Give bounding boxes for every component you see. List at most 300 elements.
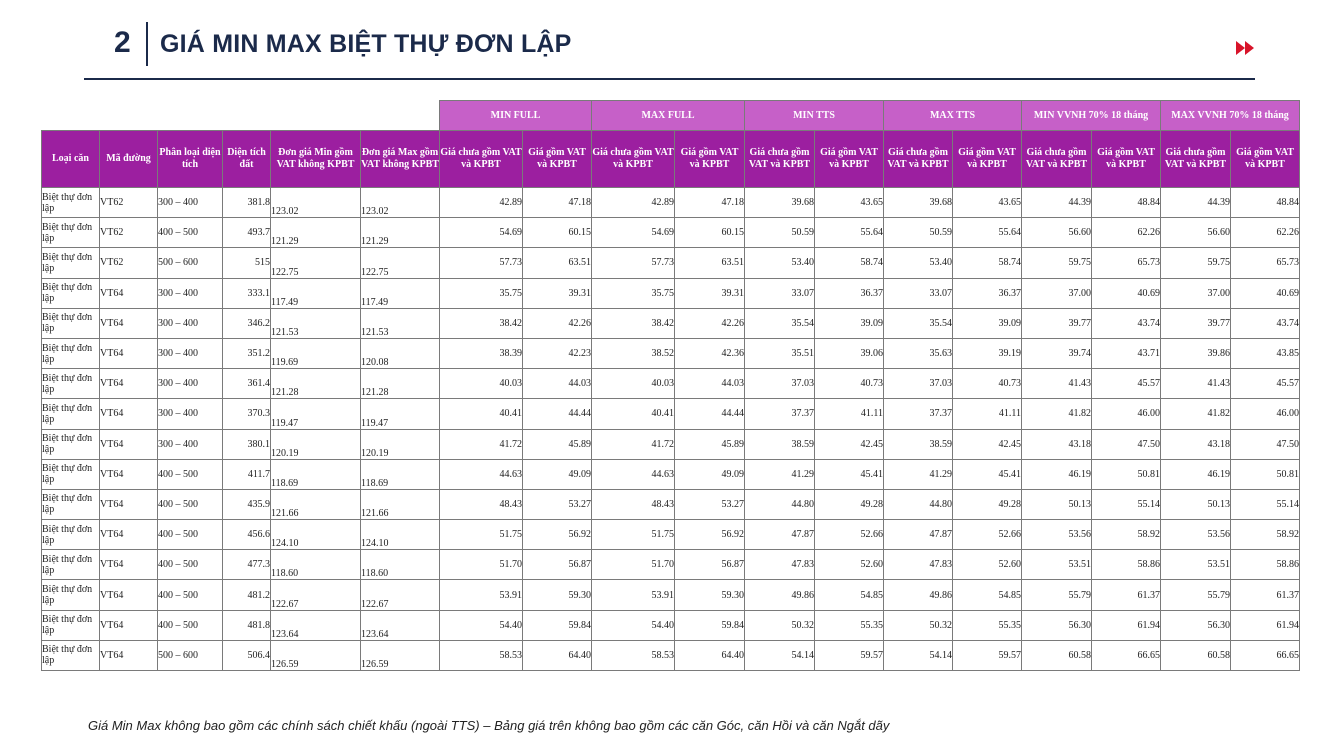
cell-type: Biệt thự đơn lập: [42, 429, 100, 459]
cell-price: 44.44: [675, 399, 745, 429]
cell-price: 54.69: [592, 218, 675, 248]
cell-price: 39.68: [745, 188, 815, 218]
cell-price: 47.87: [884, 520, 953, 550]
cell-price: 42.45: [953, 429, 1022, 459]
cell-price: 53.91: [592, 580, 675, 610]
double-chevron-right-icon[interactable]: [1236, 41, 1254, 55]
cell-code: VT64: [100, 610, 158, 640]
cell-category: 400 – 500: [158, 520, 223, 550]
cell-price: 59.57: [953, 640, 1022, 670]
cell-unit-min: 121.28: [271, 369, 361, 399]
cell-area: 361.4: [223, 369, 271, 399]
cell-price: 46.19: [1022, 459, 1092, 489]
cell-category: 300 – 400: [158, 399, 223, 429]
cell-price: 41.72: [440, 429, 523, 459]
cell-price: 55.64: [953, 218, 1022, 248]
cell-type: Biệt thự đơn lập: [42, 640, 100, 670]
cell-type: Biệt thự đơn lập: [42, 399, 100, 429]
cell-price: 44.03: [675, 369, 745, 399]
cell-price: 55.14: [1231, 489, 1300, 519]
cell-price: 59.30: [675, 580, 745, 610]
cell-unit-min: 123.64: [271, 610, 361, 640]
group-header-min-tts: MIN TTS: [745, 101, 884, 131]
cell-price: 53.51: [1161, 550, 1231, 580]
cell-price: 41.82: [1022, 399, 1092, 429]
cell-unit-min: 118.60: [271, 550, 361, 580]
cell-price: 36.37: [815, 278, 884, 308]
cell-price: 44.44: [523, 399, 592, 429]
cell-price: 50.32: [745, 610, 815, 640]
page-title: GIÁ MIN MAX BIỆT THỰ ĐƠN LẬP: [160, 30, 572, 58]
cell-category: 300 – 400: [158, 308, 223, 338]
table-row: [42, 218, 1300, 248]
cell-price: 58.86: [1092, 550, 1161, 580]
cell-category: 400 – 500: [158, 610, 223, 640]
cell-price: 41.72: [592, 429, 675, 459]
cell-price: 43.74: [1092, 308, 1161, 338]
cell-price: 59.30: [523, 580, 592, 610]
cell-price: 58.53: [440, 640, 523, 670]
cell-price: 41.11: [953, 399, 1022, 429]
cell-price: 66.65: [1231, 640, 1300, 670]
header-underline: [84, 78, 1255, 80]
group-header-max-tts: MAX TTS: [884, 101, 1022, 131]
cell-price: 40.73: [953, 369, 1022, 399]
cell-unit-min: 121.66: [271, 489, 361, 519]
col-header-incl: Giá gồm VAT và KPBT: [523, 131, 592, 188]
cell-price: 52.66: [953, 520, 1022, 550]
cell-type: Biệt thự đơn lập: [42, 520, 100, 550]
column-header-row: [42, 131, 1300, 188]
cell-price: 53.56: [1161, 520, 1231, 550]
cell-price: 55.79: [1161, 580, 1231, 610]
cell-price: 40.41: [592, 399, 675, 429]
table-row: [42, 369, 1300, 399]
cell-unit-min: 121.53: [271, 308, 361, 338]
cell-price: 39.31: [523, 278, 592, 308]
cell-code: VT64: [100, 429, 158, 459]
cell-price: 63.51: [675, 248, 745, 278]
cell-type: Biệt thự đơn lập: [42, 610, 100, 640]
cell-unit-min: 126.59: [271, 640, 361, 670]
cell-code: VT64: [100, 489, 158, 519]
cell-price: 53.51: [1022, 550, 1092, 580]
cell-price: 44.80: [884, 489, 953, 519]
cell-price: 51.70: [592, 550, 675, 580]
cell-type: Biệt thự đơn lập: [42, 489, 100, 519]
cell-price: 43.71: [1092, 338, 1161, 368]
col-header-excl: Giá chưa gồm VAT và KPBT: [745, 131, 815, 188]
cell-type: Biệt thự đơn lập: [42, 248, 100, 278]
cell-price: 57.73: [440, 248, 523, 278]
cell-price: 48.43: [440, 489, 523, 519]
cell-category: 300 – 400: [158, 278, 223, 308]
cell-price: 53.27: [523, 489, 592, 519]
cell-type: Biệt thự đơn lập: [42, 278, 100, 308]
cell-type: Biệt thự đơn lập: [42, 550, 100, 580]
cell-price: 48.43: [592, 489, 675, 519]
cell-price: 42.26: [523, 308, 592, 338]
cell-category: 300 – 400: [158, 369, 223, 399]
cell-price: 43.74: [1231, 308, 1300, 338]
cell-price: 53.40: [745, 248, 815, 278]
cell-unit-max: 120.19: [361, 429, 440, 459]
cell-price: 38.59: [884, 429, 953, 459]
table-row: [42, 459, 1300, 489]
col-header-code: Mã đường: [100, 131, 158, 188]
cell-area: 346.2: [223, 308, 271, 338]
cell-price: 47.87: [745, 520, 815, 550]
cell-unit-max: 118.69: [361, 459, 440, 489]
cell-price: 39.77: [1161, 308, 1231, 338]
cell-price: 44.80: [745, 489, 815, 519]
cell-price: 40.69: [1231, 278, 1300, 308]
cell-price: 61.37: [1231, 580, 1300, 610]
col-header-unit-min: Đơn giá Min gồm VAT không KPBT: [271, 131, 361, 188]
cell-unit-max: 124.10: [361, 520, 440, 550]
table-body: [42, 188, 1300, 671]
cell-price: 35.75: [592, 278, 675, 308]
cell-price: 35.51: [745, 338, 815, 368]
cell-code: VT64: [100, 338, 158, 368]
cell-price: 49.09: [675, 459, 745, 489]
table-row: [42, 489, 1300, 519]
cell-code: VT64: [100, 369, 158, 399]
cell-price: 54.14: [745, 640, 815, 670]
cell-price: 50.81: [1092, 459, 1161, 489]
cell-area: 481.2: [223, 580, 271, 610]
cell-price: 38.52: [592, 338, 675, 368]
cell-price: 35.54: [884, 308, 953, 338]
cell-price: 45.89: [675, 429, 745, 459]
cell-price: 39.06: [815, 338, 884, 368]
cell-price: 42.89: [592, 188, 675, 218]
price-table: [41, 100, 1300, 671]
cell-price: 66.65: [1092, 640, 1161, 670]
cell-type: Biệt thự đơn lập: [42, 218, 100, 248]
cell-price: 58.92: [1092, 520, 1161, 550]
cell-area: 333.1: [223, 278, 271, 308]
cell-price: 49.28: [815, 489, 884, 519]
cell-price: 52.66: [815, 520, 884, 550]
cell-price: 49.09: [523, 459, 592, 489]
group-header-row: [42, 101, 1300, 131]
cell-price: 59.75: [1022, 248, 1092, 278]
cell-price: 54.69: [440, 218, 523, 248]
cell-price: 56.30: [1161, 610, 1231, 640]
cell-price: 59.75: [1161, 248, 1231, 278]
cell-price: 39.31: [675, 278, 745, 308]
cell-price: 44.39: [1022, 188, 1092, 218]
cell-price: 44.63: [440, 459, 523, 489]
cell-unit-max: 121.66: [361, 489, 440, 519]
cell-price: 37.00: [1022, 278, 1092, 308]
cell-price: 54.85: [953, 580, 1022, 610]
cell-price: 64.40: [523, 640, 592, 670]
cell-type: Biệt thự đơn lập: [42, 369, 100, 399]
cell-price: 55.35: [953, 610, 1022, 640]
table-row: [42, 308, 1300, 338]
cell-area: 515: [223, 248, 271, 278]
table-row: [42, 610, 1300, 640]
cell-price: 40.03: [440, 369, 523, 399]
cell-price: 33.07: [745, 278, 815, 308]
cell-type: Biệt thự đơn lập: [42, 459, 100, 489]
cell-price: 60.15: [523, 218, 592, 248]
col-header-unit-max: Đơn giá Max gồm VAT không KPBT: [361, 131, 440, 188]
cell-price: 47.50: [1231, 429, 1300, 459]
cell-price: 54.40: [592, 610, 675, 640]
cell-price: 46.00: [1231, 399, 1300, 429]
cell-unit-min: 120.19: [271, 429, 361, 459]
cell-unit-min: 119.69: [271, 338, 361, 368]
cell-price: 50.59: [884, 218, 953, 248]
cell-price: 53.56: [1022, 520, 1092, 550]
cell-category: 300 – 400: [158, 338, 223, 368]
cell-price: 48.84: [1231, 188, 1300, 218]
cell-price: 53.27: [675, 489, 745, 519]
cell-price: 41.82: [1161, 399, 1231, 429]
cell-category: 500 – 600: [158, 248, 223, 278]
cell-code: VT62: [100, 218, 158, 248]
cell-price: 39.09: [953, 308, 1022, 338]
cell-price: 58.74: [953, 248, 1022, 278]
table-row: [42, 580, 1300, 610]
cell-price: 38.42: [440, 308, 523, 338]
cell-category: 500 – 600: [158, 640, 223, 670]
cell-code: VT64: [100, 520, 158, 550]
cell-unit-min: 123.02: [271, 188, 361, 218]
table-row: [42, 338, 1300, 368]
cell-price: 55.14: [1092, 489, 1161, 519]
cell-price: 65.73: [1092, 248, 1161, 278]
col-header-excl: Giá chưa gồm VAT và KPBT: [1161, 131, 1231, 188]
cell-price: 54.14: [884, 640, 953, 670]
cell-price: 45.57: [1092, 369, 1161, 399]
cell-unit-max: 118.60: [361, 550, 440, 580]
table-row: [42, 429, 1300, 459]
cell-price: 39.68: [884, 188, 953, 218]
cell-price: 41.11: [815, 399, 884, 429]
cell-unit-min: 117.49: [271, 278, 361, 308]
cell-unit-max: 120.08: [361, 338, 440, 368]
cell-price: 63.51: [523, 248, 592, 278]
cell-price: 44.63: [592, 459, 675, 489]
cell-price: 61.37: [1092, 580, 1161, 610]
cell-price: 51.75: [440, 520, 523, 550]
cell-price: 39.77: [1022, 308, 1092, 338]
cell-price: 44.39: [1161, 188, 1231, 218]
cell-code: VT64: [100, 399, 158, 429]
cell-unit-max: 121.53: [361, 308, 440, 338]
cell-price: 41.29: [745, 459, 815, 489]
cell-code: VT64: [100, 640, 158, 670]
cell-unit-max: 121.29: [361, 218, 440, 248]
col-header-incl: Giá gồm VAT và KPBT: [675, 131, 745, 188]
cell-code: VT64: [100, 308, 158, 338]
col-header-incl: Giá gồm VAT và KPBT: [1092, 131, 1161, 188]
section-number: 2: [114, 26, 131, 59]
cell-price: 43.18: [1022, 429, 1092, 459]
cell-price: 60.15: [675, 218, 745, 248]
cell-price: 50.32: [884, 610, 953, 640]
cell-code: VT64: [100, 550, 158, 580]
cell-price: 35.75: [440, 278, 523, 308]
table-row: [42, 188, 1300, 218]
cell-price: 42.23: [523, 338, 592, 368]
cell-area: 456.6: [223, 520, 271, 550]
cell-price: 40.03: [592, 369, 675, 399]
cell-area: 381.8: [223, 188, 271, 218]
cell-unit-max: 117.49: [361, 278, 440, 308]
cell-price: 50.13: [1022, 489, 1092, 519]
cell-price: 39.86: [1161, 338, 1231, 368]
cell-price: 54.85: [815, 580, 884, 610]
cell-price: 59.84: [675, 610, 745, 640]
cell-price: 40.41: [440, 399, 523, 429]
col-header-excl: Giá chưa gồm VAT và KPBT: [884, 131, 953, 188]
cell-price: 58.53: [592, 640, 675, 670]
cell-area: 351.2: [223, 338, 271, 368]
footnote: Giá Min Max không bao gồm các chính sách chiết khấu (ngoài TTS) – Bảng giá trên không bao gồm các căn Góc, căn Hồi và căn Ngắt dãy: [88, 718, 890, 733]
cell-unit-min: 122.67: [271, 580, 361, 610]
cell-price: 43.18: [1161, 429, 1231, 459]
cell-price: 43.65: [953, 188, 1022, 218]
table-row: [42, 640, 1300, 670]
cell-price: 43.85: [1231, 338, 1300, 368]
cell-category: 300 – 400: [158, 429, 223, 459]
cell-price: 39.74: [1022, 338, 1092, 368]
cell-type: Biệt thự đơn lập: [42, 188, 100, 218]
cell-category: 400 – 500: [158, 550, 223, 580]
cell-price: 65.73: [1231, 248, 1300, 278]
cell-code: VT62: [100, 188, 158, 218]
cell-price: 49.28: [953, 489, 1022, 519]
cell-price: 42.36: [675, 338, 745, 368]
cell-area: 370.3: [223, 399, 271, 429]
cell-price: 53.91: [440, 580, 523, 610]
cell-price: 56.30: [1022, 610, 1092, 640]
cell-price: 61.94: [1092, 610, 1161, 640]
cell-price: 46.19: [1161, 459, 1231, 489]
col-header-incl: Giá gồm VAT và KPBT: [815, 131, 884, 188]
cell-price: 45.89: [523, 429, 592, 459]
cell-price: 59.84: [523, 610, 592, 640]
cell-price: 39.19: [953, 338, 1022, 368]
cell-price: 56.92: [523, 520, 592, 550]
cell-area: 411.7: [223, 459, 271, 489]
cell-area: 481.8: [223, 610, 271, 640]
cell-code: VT64: [100, 278, 158, 308]
cell-category: 400 – 500: [158, 459, 223, 489]
cell-price: 50.81: [1231, 459, 1300, 489]
cell-price: 45.41: [953, 459, 1022, 489]
cell-price: 57.73: [592, 248, 675, 278]
cell-price: 47.18: [523, 188, 592, 218]
cell-price: 37.00: [1161, 278, 1231, 308]
table-row: [42, 248, 1300, 278]
cell-price: 37.37: [884, 399, 953, 429]
cell-price: 37.37: [745, 399, 815, 429]
cell-price: 49.86: [884, 580, 953, 610]
cell-price: 40.69: [1092, 278, 1161, 308]
cell-price: 41.29: [884, 459, 953, 489]
cell-price: 40.73: [815, 369, 884, 399]
cell-price: 39.09: [815, 308, 884, 338]
table-row: [42, 520, 1300, 550]
cell-price: 35.54: [745, 308, 815, 338]
group-header-min-vvnh: MIN VVNH 70% 18 tháng: [1022, 101, 1161, 131]
cell-price: 50.13: [1161, 489, 1231, 519]
group-header-max-full: MAX FULL: [592, 101, 745, 131]
cell-price: 58.86: [1231, 550, 1300, 580]
cell-price: 38.59: [745, 429, 815, 459]
cell-type: Biệt thự đơn lập: [42, 308, 100, 338]
table-row: [42, 550, 1300, 580]
cell-unit-min: 118.69: [271, 459, 361, 489]
group-header-max-vvnh: MAX VVNH 70% 18 tháng: [1161, 101, 1300, 131]
table-row: [42, 399, 1300, 429]
cell-unit-max: 122.67: [361, 580, 440, 610]
cell-price: 56.87: [523, 550, 592, 580]
cell-price: 52.60: [815, 550, 884, 580]
cell-area: 506.4: [223, 640, 271, 670]
cell-unit-min: 119.47: [271, 399, 361, 429]
cell-category: 400 – 500: [158, 218, 223, 248]
cell-price: 38.39: [440, 338, 523, 368]
cell-area: 493.7: [223, 218, 271, 248]
col-header-excl: Giá chưa gồm VAT và KPBT: [592, 131, 675, 188]
col-header-excl: Giá chưa gồm VAT và KPBT: [440, 131, 523, 188]
cell-area: 380.1: [223, 429, 271, 459]
cell-unit-max: 122.75: [361, 248, 440, 278]
cell-unit-min: 122.75: [271, 248, 361, 278]
cell-price: 41.43: [1161, 369, 1231, 399]
col-header-area: Diện tích đất: [223, 131, 271, 188]
col-header-excl: Giá chưa gồm VAT và KPBT: [1022, 131, 1092, 188]
cell-price: 33.07: [884, 278, 953, 308]
cell-price: 44.03: [523, 369, 592, 399]
cell-price: 51.75: [592, 520, 675, 550]
cell-price: 60.58: [1022, 640, 1092, 670]
cell-price: 59.57: [815, 640, 884, 670]
cell-price: 43.65: [815, 188, 884, 218]
cell-price: 62.26: [1231, 218, 1300, 248]
cell-price: 36.37: [953, 278, 1022, 308]
cell-price: 55.79: [1022, 580, 1092, 610]
cell-unit-max: 121.28: [361, 369, 440, 399]
cell-price: 54.40: [440, 610, 523, 640]
cell-price: 56.60: [1161, 218, 1231, 248]
cell-area: 477.3: [223, 550, 271, 580]
blank-header: [42, 101, 440, 131]
cell-price: 35.63: [884, 338, 953, 368]
cell-price: 47.83: [884, 550, 953, 580]
cell-price: 58.92: [1231, 520, 1300, 550]
col-header-incl: Giá gồm VAT và KPBT: [1231, 131, 1300, 188]
cell-price: 49.86: [745, 580, 815, 610]
cell-price: 38.42: [592, 308, 675, 338]
cell-code: VT64: [100, 580, 158, 610]
cell-code: VT62: [100, 248, 158, 278]
cell-category: 300 – 400: [158, 188, 223, 218]
cell-price: 42.89: [440, 188, 523, 218]
table-row: [42, 278, 1300, 308]
cell-price: 56.87: [675, 550, 745, 580]
cell-price: 37.03: [745, 369, 815, 399]
group-header-min-full: MIN FULL: [440, 101, 592, 131]
cell-price: 47.50: [1092, 429, 1161, 459]
